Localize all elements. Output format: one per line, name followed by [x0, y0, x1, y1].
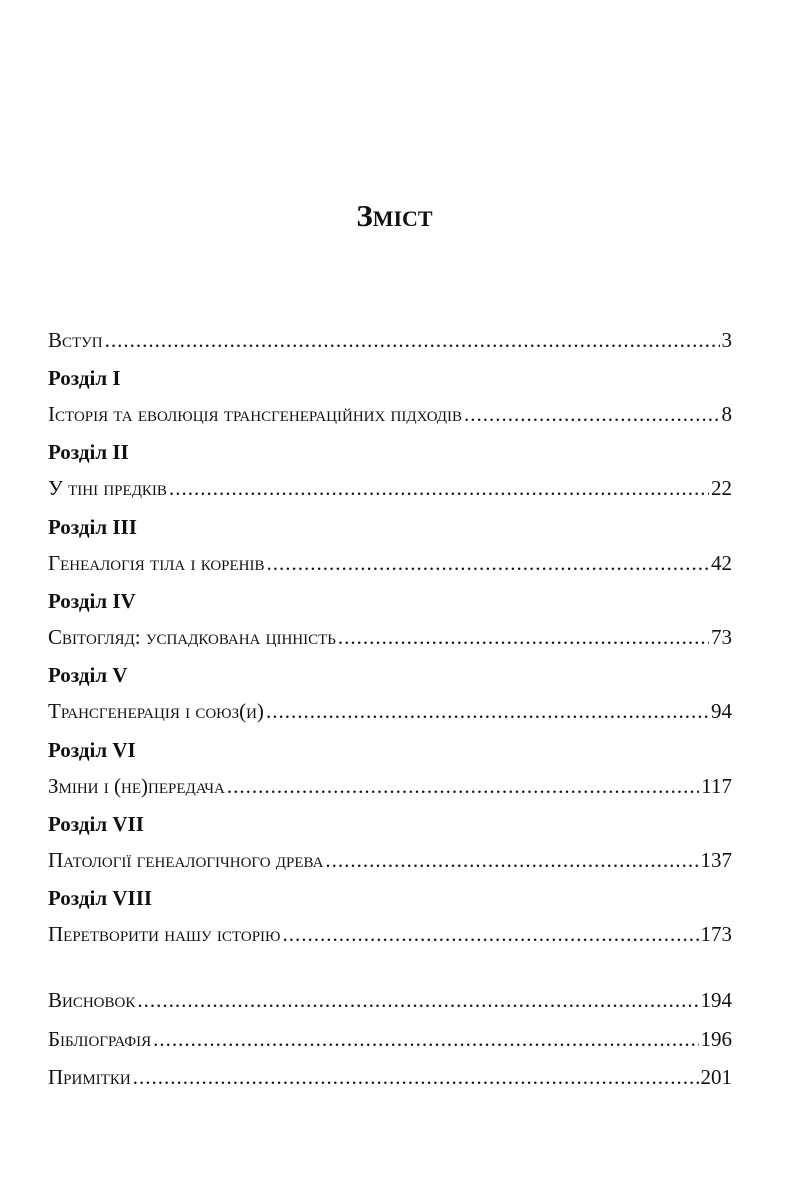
dot-leader — [137, 988, 698, 1013]
entry-label: Трансгенерація і союз(и) — [48, 699, 264, 724]
entry-label: Генеалогія тіла і коренів — [48, 550, 265, 575]
page-title: Зміст — [356, 198, 433, 233]
toc-entry-back-matter[interactable] — [48, 1027, 732, 1057]
entry-label: Бібліографія — [48, 1026, 152, 1051]
chapter-heading: Розділ VII — [48, 811, 144, 836]
entry-label: Патології генеалогічного древа — [48, 847, 324, 872]
entry-label: Примітки — [48, 1065, 131, 1089]
dot-leader — [133, 1065, 699, 1090]
toc-entry-back-matter[interactable] — [48, 988, 732, 1018]
entry-label: У тіні предків — [48, 476, 167, 501]
entry-page: 196 — [700, 1026, 732, 1051]
toc-entry[interactable] — [48, 848, 732, 878]
dot-leader — [325, 848, 698, 873]
chapter-heading: Розділ I — [48, 366, 121, 390]
toc-entry[interactable] — [48, 402, 732, 432]
chapter-heading: Розділ III — [48, 514, 137, 539]
chapter-heading: Розділ VI — [48, 737, 136, 762]
toc-entry[interactable] — [48, 922, 732, 952]
toc-entry[interactable] — [48, 476, 732, 506]
entry-page: 201 — [700, 1065, 732, 1089]
toc-entry[interactable] — [48, 625, 732, 655]
dot-leader — [464, 402, 719, 427]
dot-leader — [153, 1027, 698, 1052]
entry-label: Вступ — [48, 328, 103, 352]
entry-page: 42 — [711, 550, 732, 575]
entry-page: 73 — [711, 624, 732, 649]
entry-page: 173 — [700, 922, 732, 947]
entry-page: 94 — [711, 699, 732, 724]
entry-label: Світогляд: успадкована цінність — [48, 624, 336, 649]
dot-leader — [227, 774, 699, 799]
dot-leader — [282, 922, 698, 947]
dot-leader — [169, 476, 709, 501]
chapter-heading: Розділ IV — [48, 588, 136, 613]
chapter-heading: Розділ V — [48, 663, 128, 688]
entry-page: 194 — [700, 988, 732, 1012]
toc-entry-back-matter[interactable] — [48, 1065, 732, 1095]
entry-label: Історія та еволюція трансгенераційних підходів — [48, 402, 463, 426]
toc-entry[interactable] — [48, 551, 732, 581]
dot-leader — [105, 328, 720, 353]
entry-label: Висновок — [48, 988, 136, 1012]
entry-page: 3 — [721, 328, 732, 352]
toc-entry-intro[interactable] — [48, 328, 732, 358]
entry-label: Зміни і (не)передача — [48, 773, 225, 798]
dot-leader — [338, 625, 709, 650]
entry-page: 8 — [721, 402, 732, 426]
entry-page: 117 — [701, 773, 732, 798]
entry-label: Перетворити нашу історію — [48, 922, 281, 947]
dot-leader — [267, 551, 709, 576]
dot-leader — [266, 699, 709, 724]
toc-entry[interactable] — [48, 699, 732, 729]
chapter-heading: Розділ II — [48, 440, 129, 465]
entry-page: 22 — [711, 476, 732, 501]
entry-page: 137 — [700, 847, 732, 872]
toc-entry[interactable] — [48, 774, 732, 804]
chapter-heading: Розділ VIII — [48, 886, 153, 911]
